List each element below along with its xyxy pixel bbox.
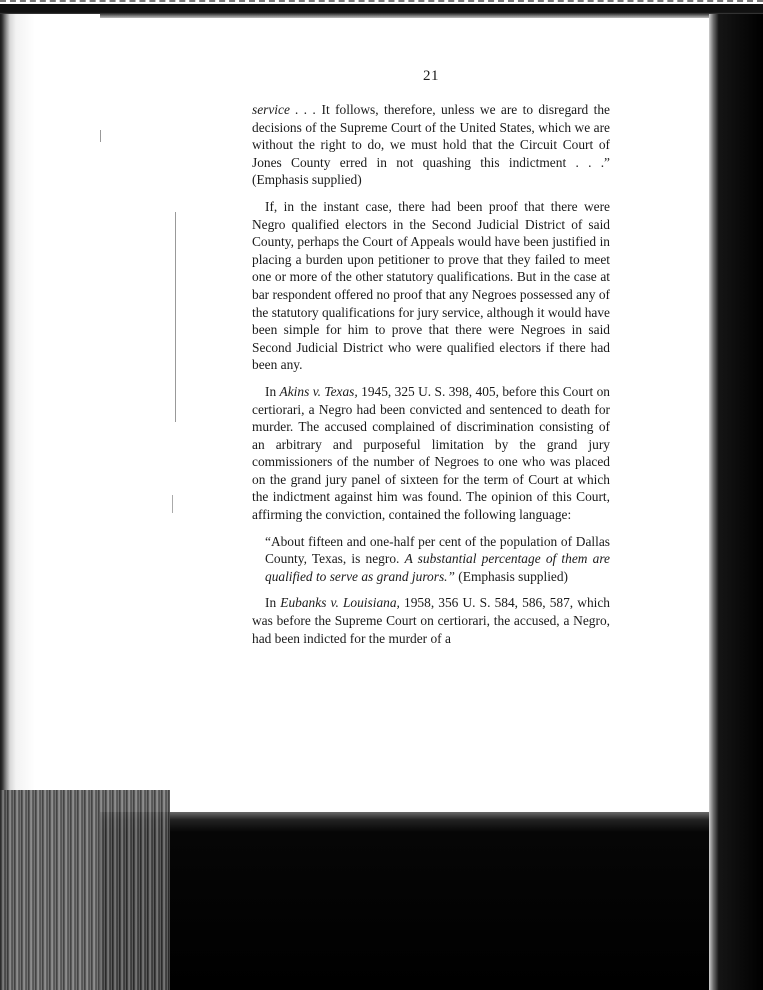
paragraph-quote-continuation bbox=[252, 101, 610, 189]
paragraph-prefix: In bbox=[265, 595, 281, 611]
paragraph-text: If, in the instant case, there had been proof that there were Negro qualified electors in the Second Judicial District of said County, perhaps the Court of Appeals would have been justified in placing a burden upon petitioner to prove that they failed to meet one or more of the other statutory qualifications. But in the case at bar respondent offered no proof that any Negroes possessed any of the statutory qualifications for jury service, although it would have been simple for him to prove that there were Negroes in said Second Judicial District who were qualified electors if there had been any. bbox=[252, 198, 610, 373]
case-name-eubanks: Eubanks v. Louisiana, bbox=[280, 595, 400, 611]
scan-bottom-left-artifact bbox=[0, 790, 170, 990]
scan-artifact-line bbox=[172, 495, 173, 513]
scan-bottom-shadow bbox=[100, 812, 763, 990]
paragraph-eubanks bbox=[252, 594, 610, 647]
scan-artifact-line bbox=[175, 212, 176, 422]
quote-italic: A substantial percentage of them are qualified to serve as grand jurors.” bbox=[265, 551, 610, 584]
scan-artifact-line bbox=[100, 130, 101, 142]
paragraph-text: 1958, 356 U. S. 584, 586, 587, which was before the Supreme Court on certiorari, the accused, a Negro, had been indicted for the murder of a bbox=[252, 595, 611, 646]
document-page bbox=[252, 68, 610, 647]
paragraph-proof-argument bbox=[252, 198, 610, 374]
block-quote bbox=[265, 533, 610, 586]
italic-lead: service . . . bbox=[252, 102, 317, 117]
scan-right-shadow bbox=[709, 14, 763, 990]
quote-tail: (Emphasis supplied) bbox=[454, 568, 569, 584]
scan-top-shadow bbox=[0, 4, 763, 18]
paragraph-text: It follows, therefore, unless we are to disregard the decisions of the Supreme Court of the United States, which we are without the right to do, we must hold that the Circuit Court of Jones County erred in not quashing this indictment . . .” (Emphasis supplied) bbox=[252, 102, 610, 188]
paragraph-akins: In Akins v. Texas, 1945, 325 U. S. 398, 405, before this Court on certiorari, a Negro had been convicted and sentenced to death for murder. The accused complained of discrimination consisting of an arbitrary and purposeful limitation by the grand jury commissioners of the number of Negroes to one who was placed on the grand jury panel of sixteen for the term of Court at which the indictment against him was found. The opinion of this Court, affirming the conviction, contained the following language: bbox=[252, 383, 610, 523]
page-number: 21 bbox=[423, 68, 439, 84]
paragraph-text: 1945, 325 U. S. 398, 405, before this Court on certiorari, a Negro had been convicted and sentenced to death for murder. The accused complained of discrimination consisting of an arbitrary and purposeful limitation by the grand jury commissioners of the number of Negroes to one who was placed on the grand jury panel of sixteen for the term of Court at which the indictment against him was found. The opinion of this Court, affirming the conviction, contained the following language: bbox=[252, 383, 610, 523]
case-name-akins: Akins v. Texas, bbox=[279, 383, 358, 399]
quote-text: “About fifteen and one-half per cent of the population of Dallas County, Texas, is negro. bbox=[265, 533, 610, 567]
